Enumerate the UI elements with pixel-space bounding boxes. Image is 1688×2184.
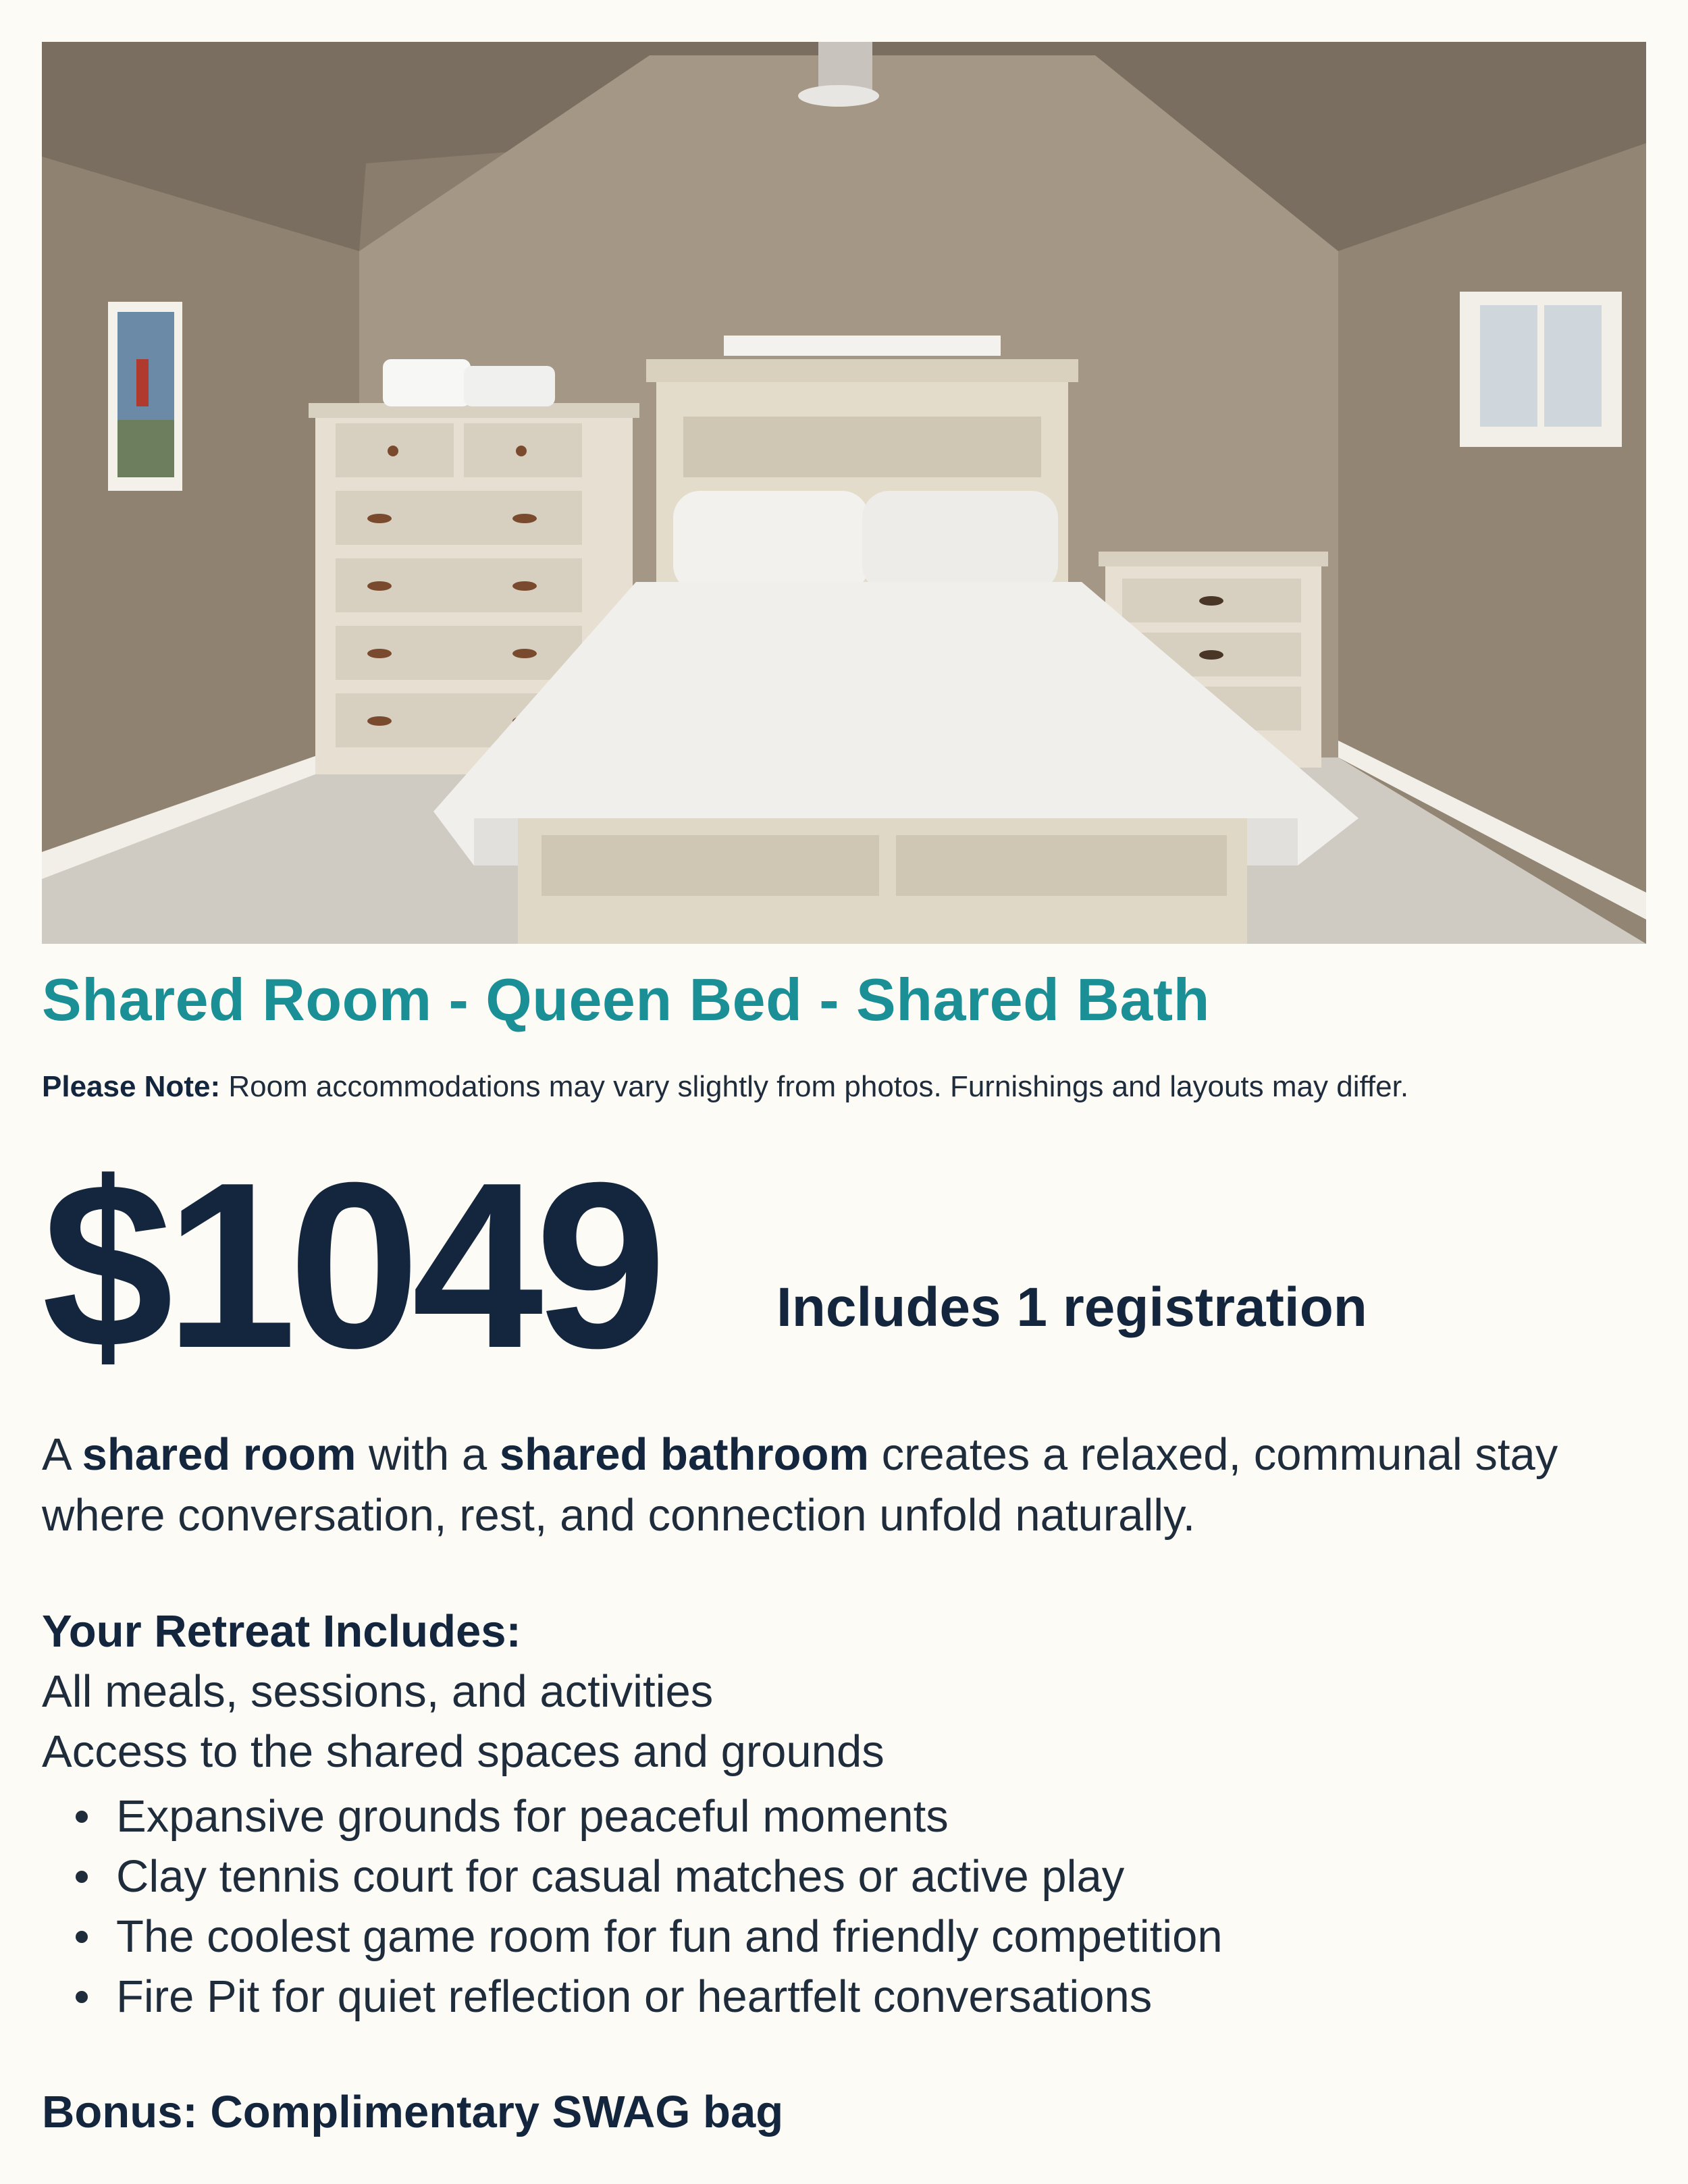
- amenities-list: [42, 1786, 1223, 2027]
- list-item-text: Fire Pit for quiet reflection or heartfelt conversations: [116, 1971, 1153, 2022]
- list-item: [42, 1786, 1223, 1846]
- note-label: Please Note:: [42, 1070, 221, 1103]
- bullet-icon: [76, 1931, 88, 1943]
- room-description: [42, 1424, 1649, 1546]
- list-item-text: Expansive grounds for peaceful moments: [116, 1791, 949, 1842]
- bedroom-photo-icon: [42, 42, 1646, 944]
- list-item-text: Clay tennis court for casual matches or active play: [116, 1851, 1125, 1902]
- bullet-icon: [76, 1871, 88, 1883]
- includes-line: Access to the shared spaces and grounds: [42, 1726, 885, 1777]
- note-text: Room accommodations may vary slightly from photos. Furnishings and layouts may differ.: [220, 1070, 1409, 1103]
- includes-line: All meals, sessions, and activities: [42, 1666, 714, 1717]
- disclaimer-note: [42, 1070, 1408, 1104]
- bullet-icon: [76, 1811, 88, 1823]
- desc-text-2: with a: [356, 1429, 500, 1480]
- list-item: [42, 1846, 1223, 1907]
- bonus-text: Bonus: Complimentary SWAG bag: [42, 2087, 784, 2137]
- price-includes: Includes 1 registration: [776, 1277, 1367, 1338]
- retreat-includes-heading: Your Retreat Includes:: [42, 1606, 521, 1657]
- desc-bold-2: shared bathroom: [499, 1429, 869, 1480]
- list-item: [42, 1967, 1223, 2027]
- list-item: [42, 1907, 1223, 1967]
- desc-bold-1: shared room: [82, 1429, 357, 1480]
- list-item-text: The coolest game room for fun and friendly competition: [116, 1911, 1223, 1962]
- page-title: Shared Room - Queen Bed - Shared Bath: [42, 966, 1210, 1033]
- desc-text-3: creates a relaxed, communal stay where conversation, rest, and connection unfold naturally.: [42, 1429, 1558, 1541]
- price-amount: $1049: [42, 1134, 659, 1397]
- desc-text-1: A: [42, 1429, 82, 1480]
- bullet-icon: [76, 1991, 88, 2003]
- room-photo: [42, 42, 1646, 944]
